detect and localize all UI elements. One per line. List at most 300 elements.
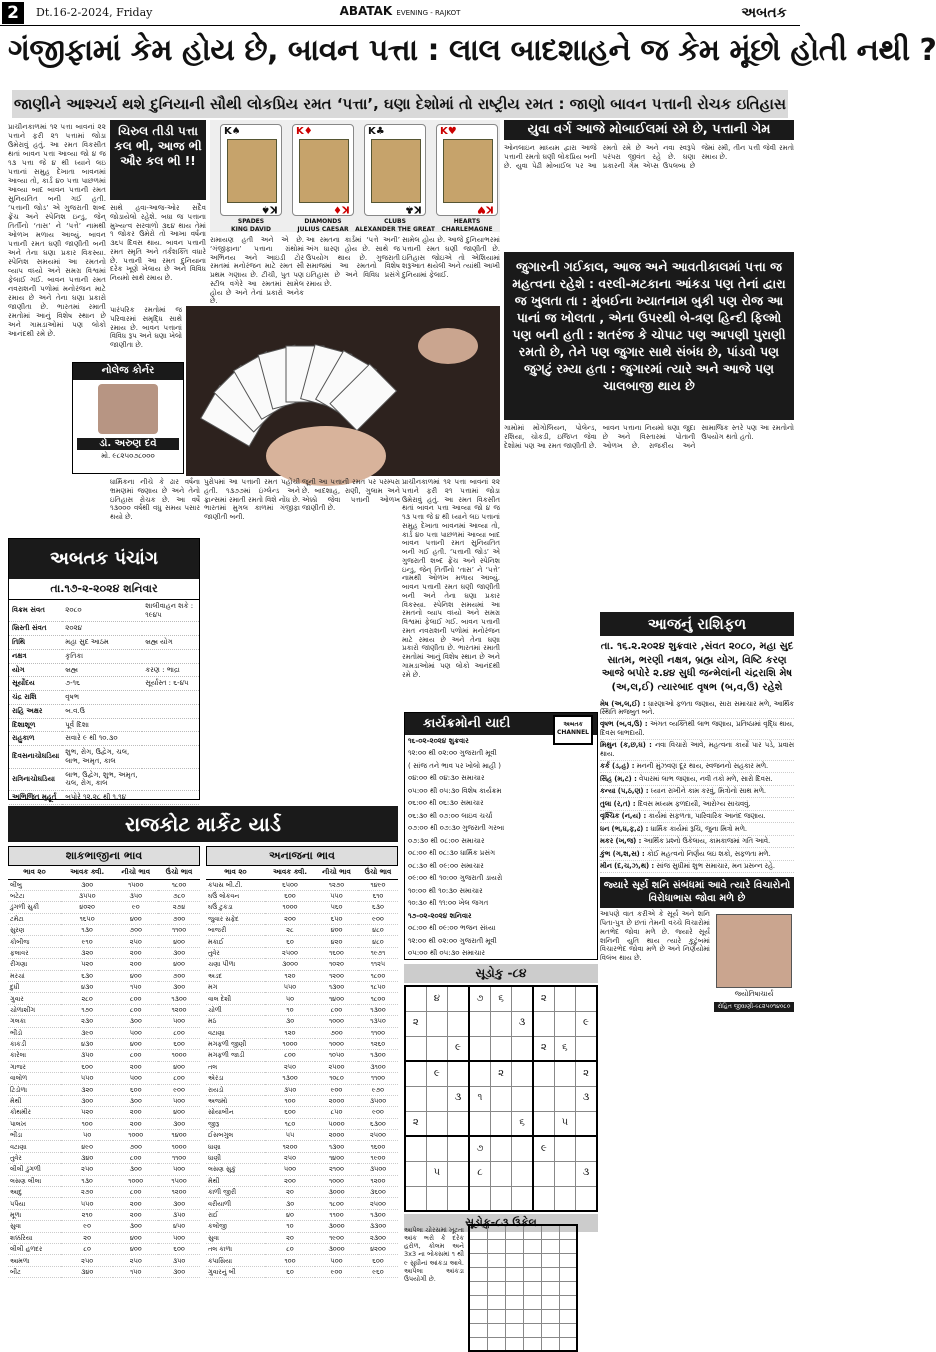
- sudoku-cell[interactable]: ૪: [426, 986, 447, 1011]
- solution-cell: [505, 1295, 523, 1309]
- commodity-name: વાલ દેશી: [206, 993, 265, 1004]
- sudoku-cell[interactable]: ૨: [405, 1111, 426, 1136]
- price-value: ૫૫૦: [315, 890, 358, 901]
- commodity-name: ભીંડો: [8, 1027, 61, 1038]
- sign-prediction: ધાર્મિક કાર્યમાં રૂચિ, જુના મિત્રો મળે.: [650, 824, 748, 833]
- sudoku-cell[interactable]: [512, 1136, 533, 1161]
- program-entry: ૦૬:૩૦ થી ૦૭:૦૦ લાઇવ ચર્ચા: [408, 811, 493, 820]
- price-value: ૬૦૦: [358, 1255, 398, 1266]
- panchang-cell: વિક્રમ સંવત: [9, 600, 62, 622]
- card-rank: K♥: [440, 126, 457, 137]
- market-row: [206, 1209, 398, 1220]
- sudoku-cell[interactable]: [554, 1011, 575, 1036]
- market-row: [206, 890, 398, 901]
- sudoku-cell[interactable]: [405, 1186, 426, 1211]
- program-list-title: કાર્યક્રમોની યાદી: [405, 713, 597, 735]
- sudoku-cell[interactable]: [554, 986, 575, 1011]
- price-value: ૧૩૦: [61, 925, 114, 936]
- solution-row: [469, 1309, 577, 1323]
- sudoku-cell[interactable]: [490, 1036, 511, 1061]
- sudoku-cell[interactable]: [490, 1136, 511, 1161]
- price-value: ૧૦૦૦: [265, 902, 315, 913]
- sudoku-cell[interactable]: [405, 1086, 426, 1111]
- sudoku-cell[interactable]: [405, 1036, 426, 1061]
- price-value: ૪૮૦: [358, 936, 398, 947]
- sudoku-cell[interactable]: [554, 1161, 575, 1186]
- sudoku-cell[interactable]: ૩: [448, 1086, 469, 1111]
- solution-cell: [541, 1309, 559, 1323]
- sudoku-cell[interactable]: [469, 1036, 491, 1061]
- sudoku-cell[interactable]: [426, 1011, 447, 1036]
- sudoku-cell[interactable]: [512, 1161, 533, 1186]
- market-row: [206, 970, 398, 981]
- solution-cell: [487, 1267, 505, 1281]
- price-value: ૧૦: [265, 1004, 315, 1015]
- price-value: ૬૦૦: [61, 1061, 114, 1072]
- card-caption-spades: [211, 218, 291, 233]
- card-rank: K♥: [477, 203, 494, 214]
- program-row: [405, 873, 507, 886]
- sudoku-cell[interactable]: ૮: [469, 1161, 491, 1186]
- solution-cell: [487, 1295, 505, 1309]
- sudoku-cell[interactable]: [533, 1011, 554, 1036]
- sudoku-cell[interactable]: [469, 1011, 491, 1036]
- sudoku-cell[interactable]: [554, 1136, 575, 1161]
- market-column-header: ઉંચો ભાવ: [158, 866, 200, 879]
- sudoku-cell[interactable]: [490, 1086, 511, 1111]
- sudoku-cell[interactable]: ૯: [576, 1011, 598, 1036]
- commodity-name: જુવાર સફેદ: [206, 913, 265, 924]
- sudoku-cell[interactable]: ૩: [576, 1161, 598, 1186]
- price-value: ૧૨૦૦: [158, 1004, 200, 1015]
- grain-table-wrap: [206, 846, 398, 1278]
- sudoku-cell[interactable]: ૨: [533, 1036, 554, 1061]
- panchang-cell: રાત્રિનાચોઘડિયા: [9, 768, 62, 791]
- price-value: ૨૭૪: [158, 902, 200, 913]
- story-column-10: પ્રાચીનકાળમાં ૧૨ પત્તા બાવનાં ૨૨ પત્તાને ફરી ૨૧ પત્તામાં જોડા ઉમેરાવું હતું. આ રમત વિકસીત થતાં બાવન પત્તા આવ્યા જો ૪ જ ૧૩ પત્તા જે ૪ થી ધ્યાને લઇ પત્તાનાં સમુહ દેખાતા બાવનમાં આવ્યા તો, કાર્ડ ૪૦ પત્તા પાછળમાં આવ્યા બાદ બાવન પત્તાની રમત સુનિયતિત બની ગઈ હતી. ‘પત્તાની જોડ’ એ ગુજરાતી શબ્દ ફ્રેંચ અને સ્પેનિશ ઇન્ડુ, જેન્ તિર્તીનો ‘તાસ’ ને ‘પત્તે’ નામથી ઓળખ મળાય આવ્યું. બાવન પત્તાની રમત ઘણી જાણીતી બની અને તેના ઘણા પ્રકાર વિકસ્યા. સ્પેનિશ સમયમાં આ રમતનો વ્યાપ વધ્યો અને સમગ્ર વિશ્વમાં ફેલાઈ ગઈ. બાવન પત્તાની રમત નવરાશની પળોમાં મનોરંજન માટે રમાય છે અને તેના ઘણા પ્રકારો જાણીતા છે. ભારતમાં રમાતી રમતોમાં આનું વિશેષ સ્થાન છે અને ગામડાઓમાં પણ લોકો આનંદથી રમે છે.: [402, 478, 500, 679]
- sudoku-cell[interactable]: [448, 1186, 469, 1211]
- sudoku-cell[interactable]: [576, 1111, 598, 1136]
- price-value: ૪૦૦: [113, 1244, 158, 1255]
- panchang-box: [8, 538, 200, 800]
- sudoku-cell[interactable]: [576, 986, 598, 1011]
- sudoku-cell[interactable]: [405, 1161, 426, 1186]
- price-value: ૩૫૫૦: [61, 890, 114, 901]
- program-row: [405, 810, 507, 823]
- sign-prediction: કોઈ મહત્વનો નિર્ણય લઇ શકો, સફળતા મળે.: [646, 849, 771, 858]
- card-rank: K♣: [405, 203, 422, 214]
- commodity-name: બાજરી: [206, 925, 265, 936]
- sudoku-cell[interactable]: ૩: [576, 1086, 598, 1111]
- price-value: ૧૯૦૦: [315, 1232, 358, 1243]
- sudoku-cell[interactable]: ૬: [554, 1036, 575, 1061]
- paper-logo: અબતક: [741, 5, 787, 21]
- commodity-name: ગુવારનું બી: [206, 1266, 265, 1277]
- panchang-cell: અભિજિત મુહૂર્ત: [9, 791, 62, 805]
- commodity-name: કોબીજ: [8, 936, 61, 947]
- horoscope-sign-entry: [600, 786, 794, 798]
- price-value: ૮૦૦: [113, 1187, 158, 1198]
- program-entry: ૧૬-૦૨-૨૦૨૪ શુક્રવાર: [408, 736, 469, 745]
- solution-cell: [523, 1253, 541, 1267]
- sudoku-cell[interactable]: [426, 1036, 447, 1061]
- solution-cell: [523, 1281, 541, 1295]
- price-value: ૨૮૦: [61, 993, 114, 1004]
- price-value: ૪૦૦: [113, 1038, 158, 1049]
- sudoku-cell[interactable]: [405, 1136, 426, 1161]
- sign-prediction: મનની મુંઝવણ દૂર થાય, સ્વજનનો સહકાર મળે.: [636, 762, 769, 771]
- program-entry: ૦૮:૦૦ થી ૦૮:૩૦ ધાર્મિક પ્રસંગ: [408, 849, 496, 858]
- panchang-cell: [142, 704, 199, 718]
- panchang-cell: નક્ષત્ર: [9, 649, 62, 663]
- price-value: ૧૦૦: [61, 1118, 114, 1129]
- price-value: ૮૦: [265, 1244, 315, 1255]
- price-value: ૩૫૦: [158, 1255, 200, 1266]
- commodity-name: સુવા: [206, 1232, 265, 1243]
- sign-prediction: વેપારમાં લાભ જણાય, નવી તકો મળે, સારો દિવસ.: [639, 774, 773, 783]
- program-entry: ૧૦:૦૦ થી ૧૦:૩૦ સમાચાર: [408, 886, 483, 895]
- sudoku-cell[interactable]: [576, 1136, 598, 1161]
- price-value: ૪૦૦: [113, 970, 158, 981]
- sudoku-cell[interactable]: ૨: [576, 1061, 598, 1086]
- sudoku-cell[interactable]: ૨: [405, 1011, 426, 1036]
- panchang-row: [9, 622, 199, 636]
- sudoku-box: [404, 964, 598, 1286]
- page-number: 2: [2, 2, 24, 24]
- market-row: [206, 902, 398, 913]
- sudoku-cell[interactable]: [512, 986, 533, 1011]
- sudoku-cell[interactable]: [490, 1186, 511, 1211]
- commodity-name: કાળી જીરી: [206, 1187, 265, 1198]
- sign-name: વૃશ્ચિક (ન,ય) :: [600, 812, 647, 821]
- market-row: [206, 1095, 398, 1106]
- sudoku-cell[interactable]: ૭: [469, 986, 491, 1011]
- solution-row: [469, 1253, 577, 1267]
- sudoku-cell[interactable]: [554, 1186, 575, 1211]
- price-value: ૩૦૦૦: [315, 1187, 358, 1198]
- sudoku-cell[interactable]: ૨: [490, 1061, 511, 1086]
- panchang-cell: સૂર્યાસ્ત : ૬-૪૫: [142, 677, 199, 691]
- program-row: [405, 823, 507, 836]
- price-value: ૧૦૨૦: [315, 959, 358, 970]
- sudoku-row: [405, 1111, 597, 1136]
- inset-title-box: ચિરુલ તીડી પત્તા કલ ભી, આજ ભી ઔર કલ ભી !!: [110, 120, 206, 200]
- program-row: [405, 773, 507, 786]
- price-value: ૬૫૦૦: [265, 879, 315, 890]
- commodity-name: લીલી હળદર: [8, 1244, 61, 1255]
- price-value: ૪૦૨૦: [61, 902, 114, 913]
- price-value: ૧૪૦૦: [158, 1130, 200, 1141]
- panchang-cell: કૃતિકા: [62, 649, 142, 663]
- sudoku-cell[interactable]: [426, 1111, 447, 1136]
- sudoku-row: [405, 1036, 597, 1061]
- horoscope-sign-entry: [600, 719, 794, 740]
- market-row: [8, 1152, 200, 1163]
- commodity-name: આમળા: [8, 1255, 61, 1266]
- commodity-name: રાઈ: [206, 1209, 265, 1220]
- solution-cell: [487, 1309, 505, 1323]
- price-value: ૧૦૦: [265, 1255, 315, 1266]
- solution-cell: [505, 1309, 523, 1323]
- veg-price-table: [8, 866, 200, 1278]
- sudoku-cell[interactable]: [554, 1061, 575, 1086]
- sudoku-cell[interactable]: [512, 1036, 533, 1061]
- sign-name: કન્યા (પ,ઠ,ણ) :: [600, 787, 649, 796]
- solution-cell: [487, 1281, 505, 1295]
- sudoku-cell[interactable]: [512, 1186, 533, 1211]
- card-rank: K♠: [224, 126, 241, 137]
- sudoku-cell[interactable]: ૯: [426, 1061, 447, 1086]
- horoscope-intro: તા. ૧૬.૨.૨૦૨૪ શુક્રવાર ,સંવત ૨૦૮૦, મહા સુદ સાતમ, ભરણી નક્ષત્ર, બ્રહ્મ યોગ, વિષ્ટિ કરણ આજે બપોરે ૨.૪૪ સુધી જન્મેલાંની ચંદ્રરાશિ મેષ (અ,લ,ઈ) ત્યારબાદ વૃષભ (બ,વ,ઉ) રહેશે: [600, 641, 794, 693]
- price-value: ૧૧૦૦: [158, 925, 200, 936]
- program-row: [405, 898, 507, 911]
- panchang-cell: દિવસનાચોઘડિયા: [9, 746, 62, 769]
- panchang-cell: રાહુકાળ: [9, 732, 62, 746]
- card-suit: CLUBS: [384, 218, 406, 225]
- panchang-row: [9, 791, 199, 805]
- market-row: [206, 1016, 398, 1027]
- sudoku-cell[interactable]: ૬: [512, 1111, 533, 1136]
- sudoku-cell[interactable]: [533, 1086, 554, 1111]
- panchang-cell: યોગ: [9, 663, 62, 677]
- sudoku-cell[interactable]: [554, 1086, 575, 1111]
- commodity-name: તુવેર: [206, 947, 265, 958]
- price-value: ૧૬૫૦: [61, 913, 114, 924]
- market-row: [206, 936, 398, 947]
- price-value: ૬૦: [265, 1266, 315, 1277]
- commodity-name: વરીયાળી: [206, 1198, 265, 1209]
- panchang-cell: વૃષભ: [62, 691, 142, 705]
- sudoku-cell[interactable]: [490, 1111, 511, 1136]
- commodity-name: ચોળાશીંગ: [8, 1004, 61, 1015]
- solution-cell: [541, 1295, 559, 1309]
- sudoku-cell[interactable]: ૫: [426, 1161, 447, 1186]
- sudoku-cell[interactable]: [490, 1011, 511, 1036]
- panchang-cell: દિશાશૂળ: [9, 718, 62, 732]
- price-value: ૧૮૦૦: [358, 970, 398, 981]
- sign-name: મેષ (અ,લ,ઈ) :: [600, 699, 646, 708]
- program-entry: ૦૬:૦૦ થી ૦૬:૩૦ સમાચાર: [408, 799, 484, 808]
- sudoku-cell[interactable]: ૨: [533, 986, 554, 1011]
- sudoku-cell[interactable]: ૯: [533, 1136, 554, 1161]
- horoscope-title: આજનું રાશિફળ: [600, 612, 794, 636]
- sudoku-title: સૂડોકુ -૮૪: [404, 964, 598, 983]
- sudoku-cell[interactable]: [405, 986, 426, 1011]
- price-value: ૧૪૦૦: [315, 1152, 358, 1163]
- sudoku-cell[interactable]: ૧: [469, 1086, 491, 1111]
- program-row: [405, 735, 507, 748]
- commodity-name: સુરણ: [8, 925, 61, 936]
- market-row: [8, 1221, 200, 1232]
- solution-cell: [487, 1323, 505, 1337]
- price-value: ૧૫૦૦: [158, 1175, 200, 1186]
- commodity-name: બીટ: [8, 1266, 61, 1277]
- price-value: ૯૧૦: [61, 936, 114, 947]
- price-value: ૩૦૦: [113, 1221, 158, 1232]
- market-row: [206, 1130, 398, 1141]
- price-value: ૪૨૦: [315, 936, 358, 947]
- sudoku-cell[interactable]: [512, 1061, 533, 1086]
- market-row: [206, 1255, 398, 1266]
- sudoku-row: [405, 1161, 597, 1186]
- price-value: ૨૫૦૦: [358, 1198, 398, 1209]
- program-entry: ( સાંજ તને ભાવ પર ખોલો માહી ): [408, 761, 501, 770]
- price-value: ૫૦૦: [158, 1232, 200, 1243]
- sudoku-cell[interactable]: [426, 1186, 447, 1211]
- panchang-cell: ખ્રિસ્તી સંવત: [9, 622, 62, 636]
- sudoku-cell[interactable]: ૯: [448, 1036, 469, 1061]
- program-row: [405, 885, 507, 898]
- program-list-box: [404, 712, 598, 960]
- program-entry: ૦૯:૦૦ થી ૧૦:૦૦ ગુજરાતી ડાયરો: [408, 874, 503, 883]
- commodity-name: ડુંગળી સુકી: [8, 902, 61, 913]
- sudoku-cell[interactable]: [448, 1111, 469, 1136]
- commodity-name: રીંગણા: [8, 959, 61, 970]
- price-value: ૩૪૦: [61, 1266, 114, 1277]
- market-row: [8, 1073, 200, 1084]
- grain-title: અનાજના ભાવ: [206, 846, 398, 866]
- market-row: [8, 1141, 200, 1152]
- story-column-7: ધાર્મિકના નીચે કે ઢાર વર્ષના ભ્રમણમાં જણાય છે અને તેનો ઇતિહાસ રોચક છે. આ વર્ષે ૧૩૦૦૦ વર્ષથી વધુ સમય પસાર થયો છે.: [110, 478, 200, 521]
- commodity-name: મેથી: [206, 1175, 265, 1186]
- gambling-quote-box: જુગારની ગઈકાલ, આજ અને આવતીકાલમાં પત્તા જ મહત્વના રહેશે : વરલી-મટકાના આંકડા પણ તેનાં દ્વારા જ ખુલતા તા : મુંબઈના ખ્યાતનામ બુકી પણ રોજ આ પાનાં જ ખોલતા , એના ઉપરથી બે-ત્રણ હિન્દી ફિલ્મો પણ બની હતી : શતરંજ કે ચોપાટ પણ આપણી પુરાણી રમતો છે, તેને પણ જુગાર સાથે સંબંધ છે, પાંડવો પણ જુગટું રમ્યા હતા : જુગારમાં ત્યારે અને આજે પણ ચાલબાજી થાય છે: [504, 252, 794, 420]
- price-value: ૪૫૦: [158, 1221, 200, 1232]
- price-value: ૭૦૦: [158, 913, 200, 924]
- panchang-date: તા.૧૭-૨-૨૦૨૪ શનિવાર: [9, 579, 199, 600]
- sudoku-cell[interactable]: [448, 1136, 469, 1161]
- solution-cell: [523, 1337, 541, 1351]
- sudoku-cell[interactable]: [576, 1036, 598, 1061]
- price-value: ૧૩૦૦: [358, 1050, 398, 1061]
- sudoku-cell[interactable]: [512, 1086, 533, 1111]
- sudoku-cell[interactable]: [490, 1161, 511, 1186]
- market-row: [8, 1004, 200, 1015]
- solution-row: [469, 1239, 577, 1253]
- price-value: ૮૦: [61, 1244, 114, 1255]
- price-value: ૩૦૦: [158, 982, 200, 993]
- sudoku-cell[interactable]: [533, 1186, 554, 1211]
- price-value: ૧૩૦૦: [358, 1004, 398, 1015]
- price-value: ૪૨૦૦: [358, 1244, 398, 1255]
- sudoku-cell[interactable]: ૬: [490, 986, 511, 1011]
- sudoku-cell[interactable]: [448, 986, 469, 1011]
- price-value: ૬૩૦: [358, 902, 398, 913]
- astrologer-phone: રોહિત જીવાણી-૯૮૨૫૦૧૪૦૮૦: [714, 1002, 794, 1012]
- price-value: ૩૧૦૦: [358, 1061, 398, 1072]
- program-entry: ૧૨:૦૦ થી ૦૨:૦૦ ગુજરાતી મૂવી: [408, 936, 497, 945]
- solution-cell: [505, 1239, 523, 1253]
- price-value: ૯૬૦: [358, 1266, 398, 1277]
- commodity-name: અજમો: [206, 1095, 265, 1106]
- solution-cell: [469, 1337, 487, 1351]
- sudoku-cell[interactable]: [576, 1186, 598, 1211]
- sudoku-cell[interactable]: [426, 1136, 447, 1161]
- solution-cell: [505, 1253, 523, 1267]
- commodity-name: ધાણી: [206, 1152, 265, 1163]
- sudoku-cell[interactable]: [469, 1061, 491, 1086]
- sudoku-cell[interactable]: [533, 1161, 554, 1186]
- market-row: [8, 959, 200, 970]
- sign-prediction: નવા વિચારો આવે, મહત્વના કાર્યો પાર પડે, પ્રવાસ થાય.: [600, 741, 794, 758]
- market-yard-section: [8, 806, 398, 1286]
- commodity-name: ફલાવર: [8, 947, 61, 958]
- sudoku-cell[interactable]: [405, 1061, 426, 1086]
- story-column-8: પુરોપમાં આ પત્તાની રમત પહોંચી હતી. ૧૩૭૭માં ઇંગ્લેન્ડ અને ફ્રાન્સમાં રમાતી રમતો વિશે નોંધ છે. ભારતમાં મુગલ કાળમાં ગંજીફા જાણીતી બની.: [204, 478, 300, 521]
- sudoku-cell[interactable]: [426, 1086, 447, 1111]
- sudoku-cell[interactable]: [448, 1161, 469, 1186]
- card-name: CHARLEMAGNE: [441, 225, 493, 233]
- program-entry: ૦૭:૦૦ થી ૦૭:૩૦ ગુજરાતી ગરબા: [408, 824, 505, 833]
- market-row: [206, 993, 398, 1004]
- sudoku-cell[interactable]: [469, 1186, 491, 1211]
- price-value: ૨૦૦૦: [315, 1095, 358, 1106]
- sudoku-cell[interactable]: [469, 1111, 491, 1136]
- horoscope-signs: [600, 698, 794, 873]
- price-value: ૩૫૦૦: [358, 1164, 398, 1175]
- commodity-name: ગાજર: [8, 1061, 61, 1072]
- solution-cell: [523, 1225, 541, 1239]
- youth-story-text: ઓનલાઇન માધ્યમ દ્વારા આજે પત્તાની રમતો ઘણી લોકપ્રિય બની છે. યુવા પેઢી મોબાઈલ પર આ રમતો રમે છે અને નવા સ્વરૂપે પરંપરા જીવંત રહે છે. ઘણા પ્રકારની ગેમ એપ્સ ઉપલબ્ધ છે જેમાં રમી, તીન પત્તી જેવી રમતો રમાય છે.: [504, 144, 794, 170]
- market-row: [206, 1141, 398, 1152]
- panchang-cell: બ.વ.ઉ: [62, 704, 142, 718]
- program-entry: ૦૮:૩૦ થી ૦૯:૦૦ સમાચાર: [408, 861, 484, 870]
- price-value: ૧૧૦૦: [358, 1073, 398, 1084]
- horoscope-sign-entry: [600, 861, 794, 873]
- commodity-name: રાયડો: [206, 1084, 265, 1095]
- paper-title: ABATAK: [339, 4, 393, 18]
- solution-cell: [505, 1281, 523, 1295]
- sudoku-cell[interactable]: [448, 1061, 469, 1086]
- market-row: [206, 1073, 398, 1084]
- market-row: [8, 1164, 200, 1175]
- sudoku-cell[interactable]: [533, 1061, 554, 1086]
- commodity-name: ચણા પીળા: [206, 959, 265, 970]
- sudoku-cell[interactable]: [448, 1011, 469, 1036]
- sudoku-instructions: આપેલા ચોરસમાં ખૂટતા આંક ભરો કે દરેક હરોળ, કોલમ અને 3x3 ના બોક્સમાં ૧ થી ૯ સુધીનાં આંકડા આવે. આપેલા આંકડા ઉપયોગી છે.: [404, 1226, 464, 1283]
- commodity-name: કલોંજી: [206, 1221, 265, 1232]
- price-value: ૨૦: [61, 1232, 114, 1243]
- sudoku-cell[interactable]: [533, 1111, 554, 1136]
- panchang-row: [9, 649, 199, 663]
- price-value: ૪૯૦: [61, 1141, 114, 1152]
- main-headline: ગંજીફામાં કેમ હોય છે, બાવન પત્તા : લાલ બાદશાહને જ કેમ મૂંછો હોતી નથી ?: [8, 33, 936, 68]
- sudoku-cell[interactable]: ૭: [469, 1136, 491, 1161]
- card-caption-hearts: [427, 218, 507, 233]
- price-value: ૩૫૦: [61, 1050, 114, 1061]
- price-value: ૫૦: [61, 1130, 114, 1141]
- price-value: ૫૬૦: [315, 902, 358, 913]
- horoscope-sign-entry: [600, 761, 794, 773]
- price-value: ૧૮૦૦: [315, 1198, 358, 1209]
- price-value: ૯૦: [61, 1221, 114, 1232]
- program-row: [405, 910, 507, 923]
- commodity-name: ભીંડા: [8, 1130, 61, 1141]
- card-king-clubs: [364, 124, 426, 216]
- commodity-name: દુધી: [8, 982, 61, 993]
- sudoku-cell[interactable]: ૩: [512, 1011, 533, 1036]
- panchang-cell: તિથિ: [9, 636, 62, 650]
- price-value: ૭૮૦: [158, 890, 200, 901]
- horoscope-sign-entry: [600, 698, 794, 719]
- price-value: ૨૫૦૦: [265, 947, 315, 958]
- issue-date: Dt.16-2-2024, Friday: [36, 6, 153, 19]
- commodity-name: ઘઉં ટુકડા: [206, 902, 265, 913]
- panchang-cell: ૨૦૨૪: [62, 622, 142, 636]
- price-value: ૩૦૦૦: [315, 1244, 358, 1255]
- sudoku-cell[interactable]: ૫: [554, 1111, 575, 1136]
- market-row: [206, 1198, 398, 1209]
- price-value: ૪૦૦: [158, 936, 200, 947]
